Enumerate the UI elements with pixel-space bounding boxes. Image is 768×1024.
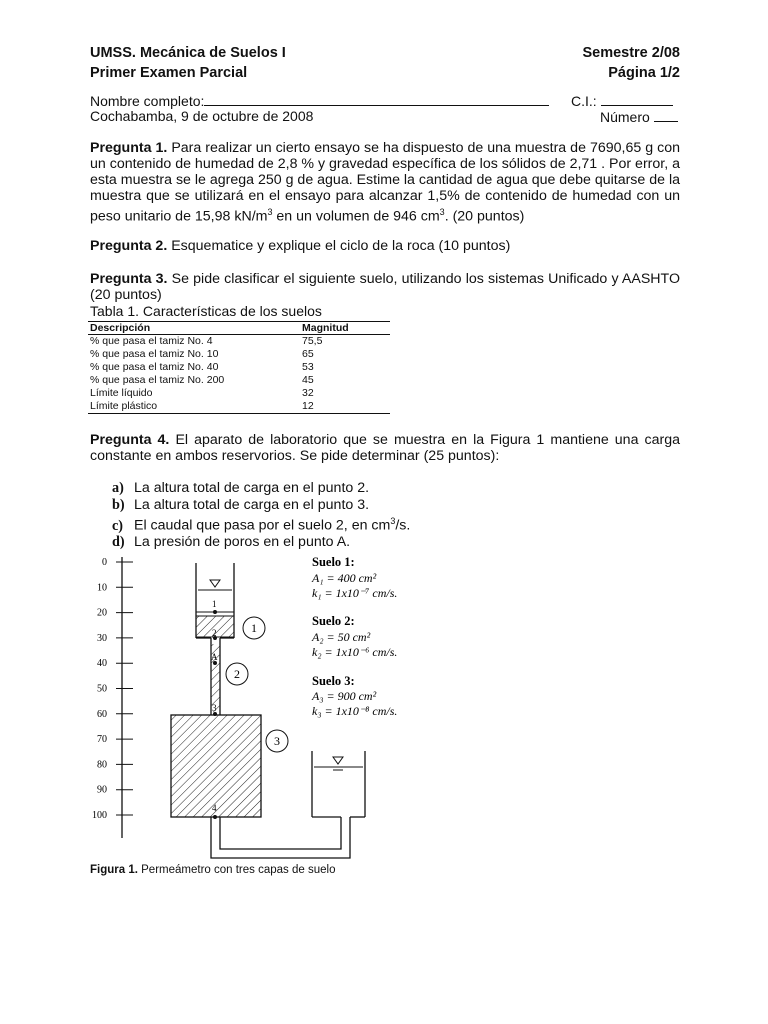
question-2-label: Pregunta 2. (90, 238, 168, 254)
question-1-text-a: Para realizar un cierto ensayo se ha dispuesto de una muestra de 7690,65 g con un contenido de humedad de 2,8 % y gravedad específica de los sólidos de 2,71 . Por error, a esta muestra se le agrega 250 g de agua. Estime la cantidad de agua que debe quitarse de la muestra que se utilizará en el ensayo para alcanzar 1,5% de contenido de humedad con un peso unitario de 15,98 kN/m (90, 140, 680, 225)
item-tail: /s. (395, 517, 411, 534)
scale-tick-label: 90 (97, 784, 107, 796)
scale-tick-label: 60 (97, 708, 107, 720)
point-label: 3 (212, 703, 217, 713)
item-key: c) (112, 517, 124, 534)
scale-tick-label: 80 (97, 759, 107, 771)
scale-ticks (92, 557, 133, 821)
question-4-label: Pregunta 4. (90, 432, 170, 448)
figure-1-caption (90, 864, 335, 876)
scale-tick-label: 50 (97, 683, 107, 695)
figure-caption-label: Figura 1. (90, 864, 138, 876)
circle-label: 3 (274, 734, 280, 748)
point-label: A (211, 652, 218, 662)
point-label: 1 (212, 599, 217, 609)
scale-tick-label: 10 (97, 582, 107, 594)
soil-1-title: Suelo 1: (312, 555, 355, 569)
soil-1-area: A₁ = 400 cm² (312, 571, 377, 585)
connection-tube (211, 817, 350, 858)
point-1-marker (213, 610, 217, 614)
question-2-text: Esquematice y explique el ciclo de la roca (10 puntos) (171, 238, 511, 254)
soil-2-title: Suelo 2: (312, 614, 355, 628)
scale-tick-label: 20 (97, 607, 107, 619)
scale-tick-label: 40 (97, 658, 107, 670)
item-key: a) (112, 480, 124, 496)
table-cell: 75,5 (302, 335, 323, 347)
item-key: d) (112, 534, 125, 551)
question-4-text: El aparato de laboratorio que se muestra en la Figura 1 mantiene una carga constante en ambos reservorios. Se pide determinar (25 puntos): (90, 432, 680, 464)
point-label: 2 (212, 628, 217, 638)
item-text: La altura total de carga en el punto 2. (134, 480, 370, 496)
name-label: Nombre completo: (90, 93, 205, 109)
item-text: La presión de poros en el punto A. (134, 534, 351, 551)
table-header-description: Descripción (88, 322, 300, 335)
question-1-text-b: en un volumen de 946 cm (272, 208, 440, 225)
lower-reservoir (312, 751, 365, 817)
item-sup: 3 (390, 516, 396, 526)
question-3-label: Pregunta 3. (90, 271, 168, 287)
water-level-icon (210, 580, 220, 587)
soil-3-area: A₃ = 900 cm² (312, 689, 377, 703)
table-header-magnitude: Magnitud (300, 322, 390, 335)
page-number: Página 1/2 (608, 65, 680, 81)
exam-title: Primer Examen Parcial (90, 65, 248, 81)
soil-3-k: k₃ = 1x10⁻⁸ cm/s. (312, 704, 398, 718)
table-cell: % que pasa el tamiz No. 40 (90, 361, 219, 373)
soil-1-k: k₁ = 1x10⁻⁷ cm/s. (312, 586, 398, 600)
item-key: b) (112, 496, 125, 513)
question-1-label: Pregunta 1. (90, 140, 168, 156)
circle-label: 1 (251, 621, 257, 635)
table-cell: 53 (302, 361, 314, 373)
table-cell: Límite líquido (90, 387, 153, 399)
table-cell: 12 (300, 400, 390, 414)
soil-3-title: Suelo 3: (312, 674, 355, 688)
point-label: 4 (212, 803, 217, 813)
item-text: La altura total de carga en el punto 3. (134, 496, 370, 513)
circle-label: 2 (234, 667, 240, 681)
scale-tick-label: 100 (92, 810, 107, 821)
table-1-caption: Tabla 1. Características de los suelos (90, 303, 322, 319)
table-cell: 45 (302, 374, 314, 386)
question-1-sup-a: 3 (267, 207, 273, 217)
table-cell: % que pasa el tamiz No. 4 (90, 335, 213, 347)
question-3-text: Se pide clasificar el siguiente suelo, utilizando los sistemas Unificado y AASHTO (20 puntos) (90, 271, 680, 303)
question-1-sup-b: 3 (439, 207, 445, 217)
table-cell: 65 (302, 348, 314, 360)
table-cell: % que pasa el tamiz No. 200 (90, 374, 225, 386)
item-text: El caudal que pasa por el suelo 2, en cm (134, 517, 391, 534)
ci-label: C.I.: (571, 93, 597, 109)
soil-2-area: A₂ = 50 cm² (312, 630, 371, 644)
soil-2-k: k₂ = 1x10⁻⁶ cm/s. (312, 645, 398, 659)
table-cell: % que pasa el tamiz No. 10 (90, 348, 219, 360)
water-level-icon (333, 757, 343, 764)
point-4-marker (213, 815, 217, 819)
scale-tick-label: 70 (97, 734, 107, 746)
question-1-text-c: . (20 puntos) (444, 208, 525, 225)
number-label: Número (600, 109, 650, 125)
soil-properties (311, 555, 397, 718)
exam-date: Cochabamba, 9 de octubre de 2008 (90, 108, 314, 124)
table-cell: 32 (302, 387, 314, 399)
semester-label: Semestre 2/08 (582, 45, 680, 61)
scale-tick-label: 0 (102, 557, 107, 568)
figure-caption-text: Permeámetro con tres capas de suelo (141, 864, 336, 876)
table-cell: Límite plástico (88, 400, 300, 414)
scale-tick-label: 30 (97, 632, 107, 644)
soil-3-block (171, 715, 261, 817)
course-title: UMSS. Mecánica de Suelos I (90, 45, 286, 61)
